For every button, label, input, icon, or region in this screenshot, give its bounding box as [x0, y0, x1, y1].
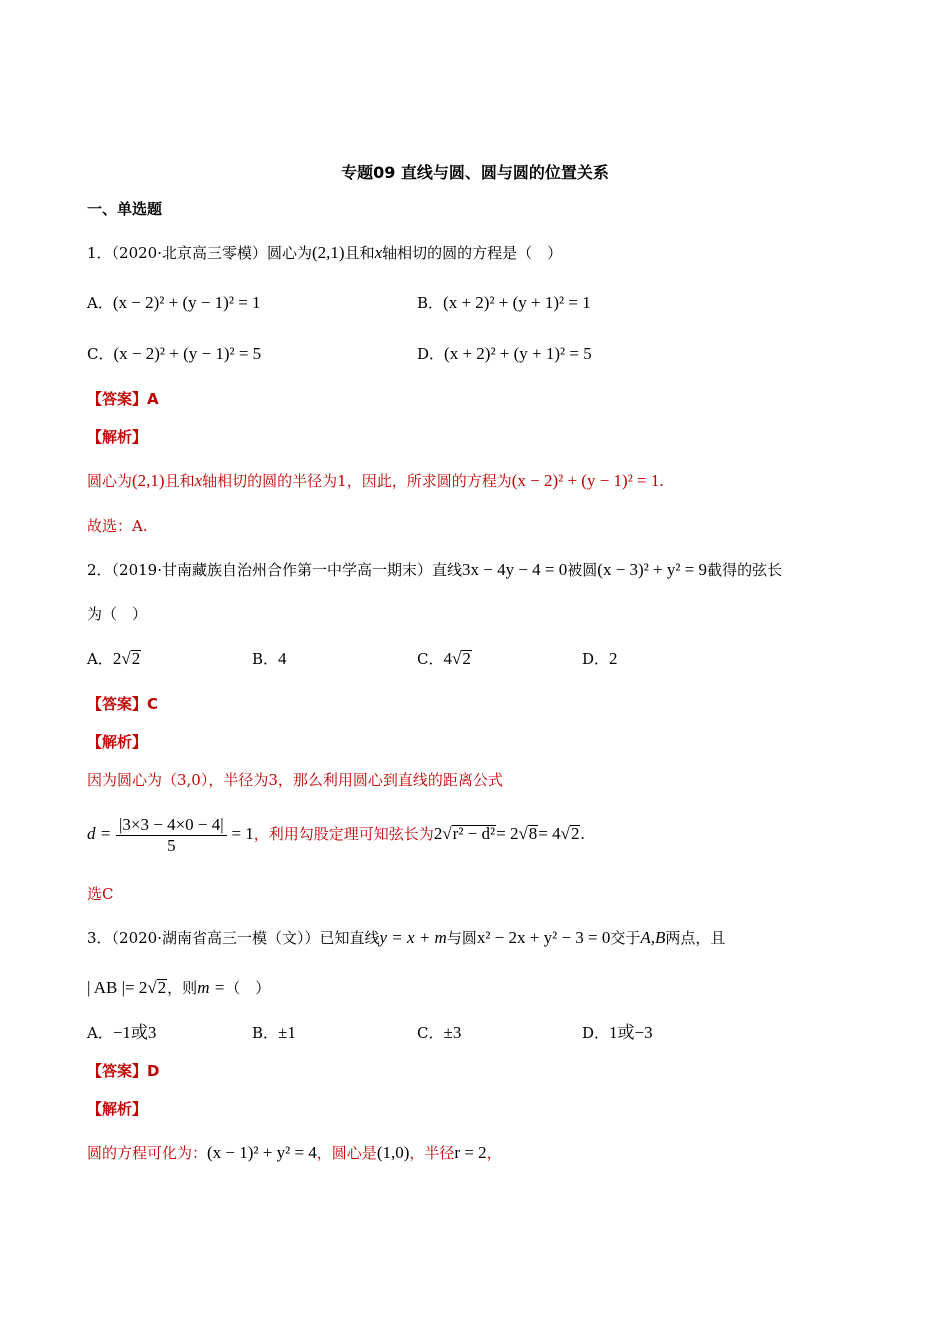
- q1-stem-center: (2,1): [312, 243, 345, 262]
- q3-sol-equation: (x − 1)² + y² = 4: [207, 1143, 317, 1162]
- q2-sol-chord-radicand-3: 2: [570, 824, 580, 843]
- q2-sol-chord-coef: 2: [433, 824, 443, 843]
- q2-sol-end: .: [580, 824, 585, 843]
- q3-option-c-label: C．: [417, 1024, 444, 1042]
- q2-option-d-label: D．: [582, 650, 610, 668]
- q2-sol-chord-radicand: r² − d²: [452, 824, 496, 843]
- q2-option-b-label: B．: [252, 650, 279, 668]
- q3-sol-text-c: ，半径: [409, 1144, 455, 1162]
- q3-stem-text-d: 两点，且: [665, 929, 726, 947]
- q1-option-a-label: A．: [87, 294, 113, 312]
- section-heading: 一、单选题: [87, 200, 163, 218]
- q1-conclusion: 故选：A.: [87, 517, 148, 535]
- q2-sol-denominator: 5: [167, 835, 176, 855]
- q2-option-c-radicand: 2: [462, 649, 471, 668]
- q1-option-c-text: (x − 2)² + (y − 1)² = 5: [113, 344, 262, 363]
- q3-stem-text: 3．（2020·湖南省高三一模（文））已知直线: [87, 929, 380, 947]
- q3-sol-center: (1,0): [376, 1143, 410, 1162]
- q3-sol-text: 圆的方程可化为：: [87, 1144, 208, 1162]
- q2-option-d-text: 2: [609, 649, 618, 668]
- q3-answer: [87, 1060, 159, 1082]
- q2-stem: [87, 559, 782, 581]
- q2-answer-value: C: [147, 695, 159, 713]
- q1-stem-text: 1．（2020·北京高三零模）圆心为: [87, 244, 312, 262]
- q1-stem: [87, 242, 562, 264]
- q2-analysis-label: 【解析】: [87, 733, 148, 751]
- q1-sol-text-c: 轴相切的圆的半径为1，因此，所求圆的方程为: [202, 472, 512, 490]
- q2-sol-eq1: = 1: [231, 824, 254, 843]
- q2-stem-text-b: 被圆: [567, 561, 598, 579]
- q1-stem-text-c: 轴相切的圆的方程是（ ）: [382, 244, 563, 262]
- q1-option-b: [417, 292, 591, 314]
- q1-analysis-label: 【解析】: [87, 428, 148, 446]
- q2-option-a-coef: 2: [112, 649, 122, 668]
- q2-option-d: [582, 648, 618, 670]
- q3-stem-line-2: | AB |= 2√2，则m =（ ）: [87, 978, 271, 997]
- q3-stem-ab: A,B: [640, 928, 666, 947]
- q1-sol-text-b: 且和: [164, 472, 195, 490]
- q2-conclusion: 选C: [87, 885, 114, 903]
- q2-stem-text-c: 截得的弦长: [707, 561, 783, 579]
- q3-option-d-text: 1或−3: [609, 1023, 653, 1042]
- q2-option-c-label: C．: [417, 650, 444, 668]
- q3-stem2-paren: （ ）: [225, 979, 271, 997]
- q1-answer: [87, 388, 159, 410]
- q3-stem2-radicand: 2: [157, 978, 167, 997]
- q3-option-d: [582, 1022, 653, 1044]
- q3-stem2-text: ，则: [167, 979, 198, 997]
- q1-option-b-text: (x + 2)² + (y + 1)² = 1: [443, 293, 591, 312]
- q3-option-b-label: B．: [252, 1024, 279, 1042]
- q1-option-a: [87, 292, 261, 314]
- q1-sol-equation: (x − 2)² + (y − 1)² = 1.: [511, 471, 664, 490]
- q2-sol-chord-b: = 2: [496, 824, 519, 843]
- q1-option-b-label: B．: [417, 294, 444, 312]
- q3-option-c: [417, 1022, 461, 1044]
- q1-option-d-label: D．: [417, 345, 445, 363]
- q3-sol-text-b: ，圆心是: [316, 1144, 377, 1162]
- answer-label: 【答案】: [87, 1062, 148, 1080]
- q3-stem-circle: x² − 2x + y² − 3 = 0: [476, 928, 611, 947]
- q1-solution: [87, 470, 664, 492]
- q1-option-c: [87, 343, 261, 365]
- q3-option-a: [87, 1022, 156, 1044]
- q2-stem-circle: (x − 3)² + y² = 9: [597, 560, 708, 579]
- q3-stem2-m: m =: [197, 978, 226, 997]
- q2-option-b-text: 4: [278, 649, 287, 668]
- q2-stem-line-2: 为（ ）: [87, 605, 148, 623]
- q3-stem: [87, 927, 725, 949]
- q3-sol-radius: r = 2: [454, 1143, 487, 1162]
- q2-option-a-label: A．: [87, 650, 113, 668]
- answer-label: 【答案】: [87, 695, 148, 713]
- q2-answer: [87, 693, 158, 715]
- page-title: 专题09 直线与圆、圆与圆的位置关系: [341, 163, 609, 182]
- q3-analysis-label: 【解析】: [87, 1100, 148, 1118]
- q1-sol-x: x: [194, 471, 203, 490]
- q3-sol-end: ，: [486, 1144, 502, 1162]
- q3-option-c-text: ±3: [443, 1023, 462, 1042]
- q3-option-a-text: −1或3: [112, 1023, 157, 1042]
- q1-option-c-label: C．: [87, 345, 114, 363]
- q1-answer-value: A: [147, 390, 159, 408]
- q3-option-b-text: ±1: [278, 1023, 296, 1042]
- q2-option-a: A．2√2: [87, 649, 141, 668]
- q3-answer-value: D: [147, 1062, 160, 1080]
- q2-sol-chord-c: = 4: [538, 824, 561, 843]
- q2-option-a-radicand: 2: [131, 649, 141, 668]
- q2-solution-line-1: 因为圆心为（3,0），半径为3，那么利用圆心到直线的距离公式: [87, 771, 503, 789]
- q2-option-c: C．4√2: [417, 649, 471, 668]
- q3-stem-text-c: 交于: [610, 929, 641, 947]
- q1-option-d-text: (x + 2)² + (y + 1)² = 5: [444, 344, 592, 363]
- q3-option-b: [252, 1022, 296, 1044]
- q2-option-b: [252, 648, 287, 670]
- q1-option-a-text: (x − 2)² + (y − 1)² = 1: [112, 293, 261, 312]
- q3-solution: [87, 1142, 502, 1164]
- q3-stem2-ab: | AB |= 2: [87, 978, 148, 997]
- q3-option-d-label: D．: [582, 1024, 610, 1042]
- q2-stem-line: 3x − 4y − 4 = 0: [462, 560, 568, 579]
- q2-solution-formula: d = $\frac{|3\times 3 - 4\times 0 - 4|}{5}$ = 1，利用勾股定理可知弦长为2√r² − d²= 2√8= 4√2.: [87, 814, 585, 855]
- q2-sol-chord-radicand-2: 8: [528, 824, 538, 843]
- q1-stem-text-b: 且和: [344, 244, 375, 262]
- q2-sol-d: d =: [87, 824, 112, 843]
- q2-stem-text: 2．（2019·甘南藏族自治州合作第一中学高一期末）直线: [87, 561, 462, 579]
- q2-sol-numerator: |3×3 − 4×0 − 4|: [116, 815, 227, 836]
- q2-sol-fraction: [116, 815, 227, 856]
- q1-stem-x: x: [374, 243, 383, 262]
- q2-sol-mid-text: ，利用勾股定理可知弦长为: [253, 825, 434, 843]
- answer-label: 【答案】: [87, 390, 148, 408]
- q3-stem-line: y = x + m: [379, 928, 447, 947]
- q3-option-a-label: A．: [87, 1024, 113, 1042]
- q2-option-c-coef: 4: [443, 649, 452, 668]
- q1-sol-text: 圆心为: [87, 472, 133, 490]
- q1-sol-center: (2,1): [132, 471, 165, 490]
- q3-stem-text-b: 与圆: [446, 929, 477, 947]
- q1-option-d: [417, 343, 592, 365]
